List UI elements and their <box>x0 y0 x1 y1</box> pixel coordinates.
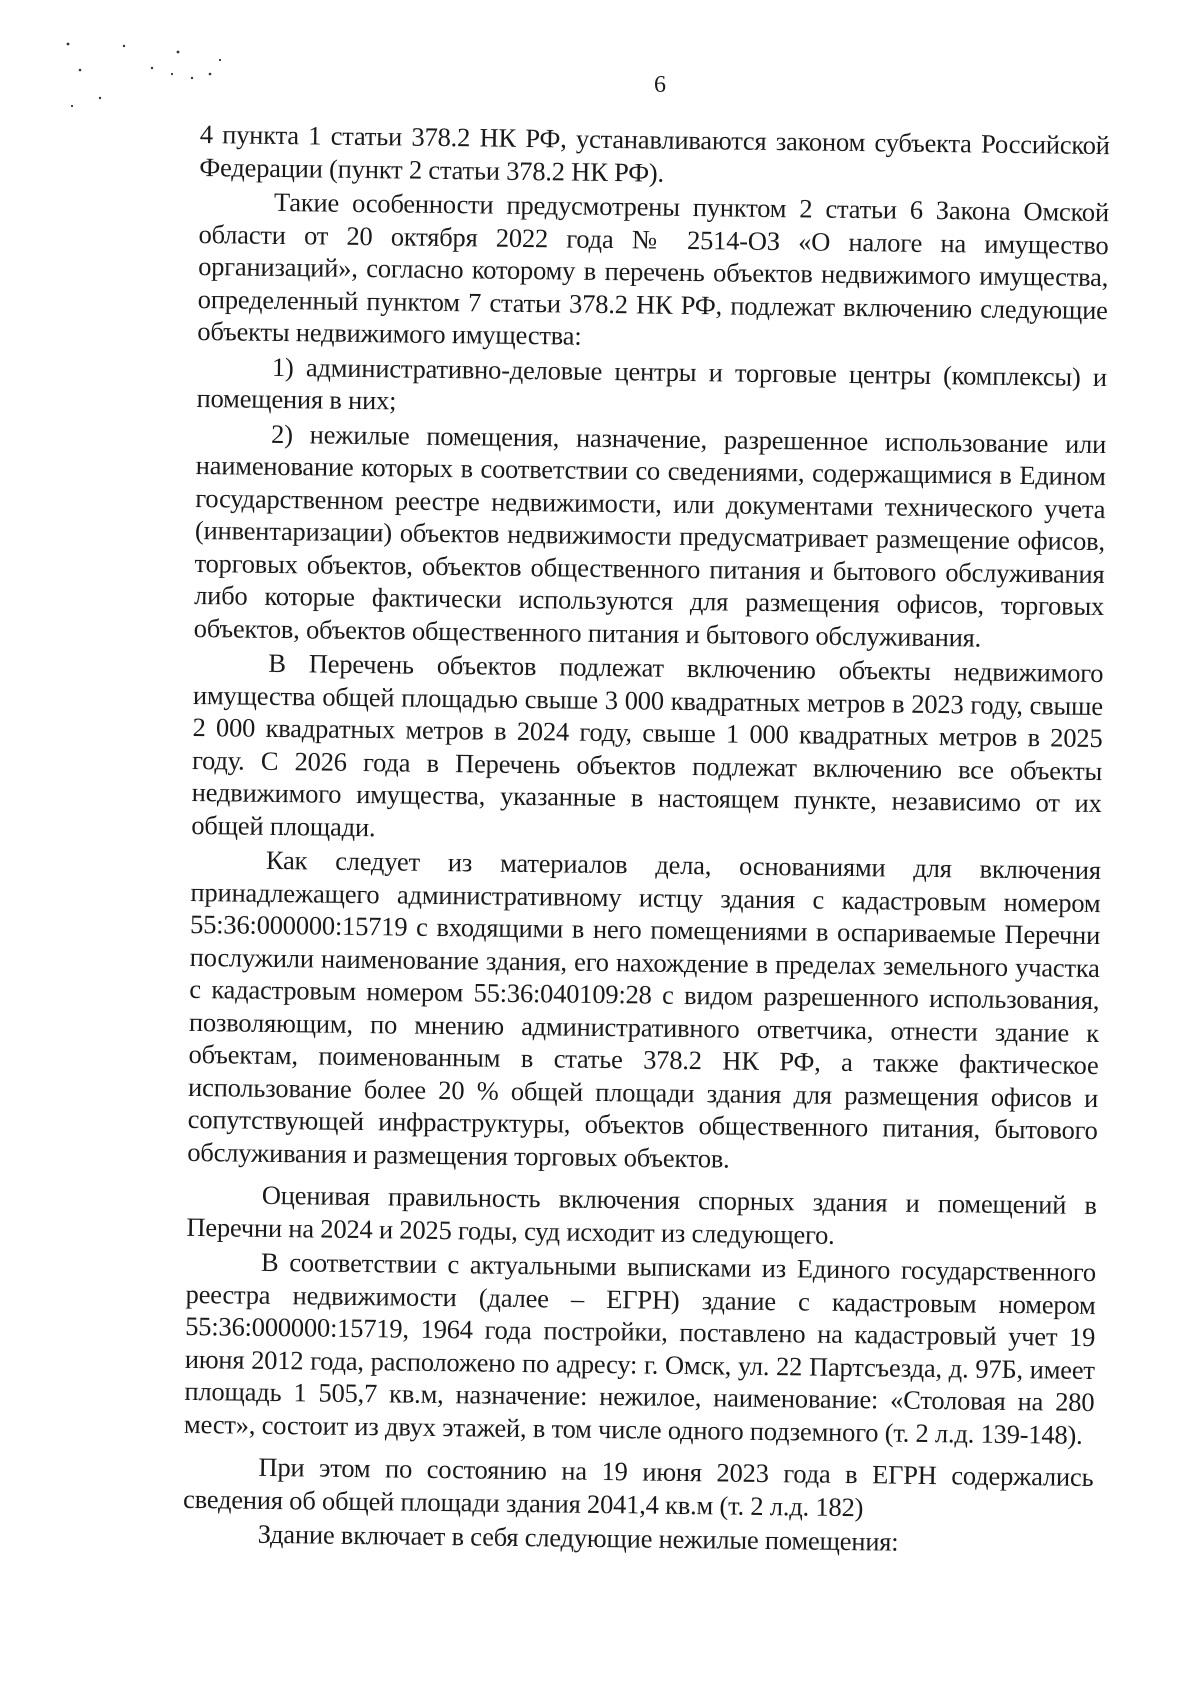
paragraph-5: В Перечень объектов подлежат включению объекты недвижимого имущества общей площадью свыше 3 000 квадратных метров в 2023 году, свыше 2 000 квадратных метров в 2024 году, свыше 1 000 квадратных метров в 2025 году. С 2026 года в Перечень объектов подлежат включению все объекты недвижимого имущества, указанные в настоящем пункте, независимо от их общей площади. <box>191 647 1104 842</box>
paragraph-2: Такие особенности предусмотрены пунктом 2 статьи 6 Закона Омской области от 20 октября 2022 года № 2514-ОЗ «О налоге на имущество организаций», согласно которому в перечень объектов недвижимого имущества, определенный пунктом 7 статьи 378.2 НК РФ, подлежат включению следующие объекты недвижимого имущества: <box>197 186 1110 351</box>
page-number: 6 <box>654 72 666 98</box>
paragraph-1: 4 пункта 1 статьи 378.2 НК РФ, устанавливаются законом субъекта Российской Федерации (пункт 2 статьи 378.2 НК РФ). <box>199 118 1110 188</box>
paragraph-7: Оценивая правильность включения спорных здания и помещений в Перечни на 2024 и 2025 годы, суд исходит из следующего. <box>186 1179 1097 1250</box>
paragraph-9: При этом по состоянию на 19 июня 2023 года в ЕГРН содержались сведения об общей площади здания 2041,4 кв.м (т. 2 л.д. 182) <box>182 1451 1094 1522</box>
document-body <box>182 118 1109 1563</box>
paragraph-8: В соответствии с актуальными выписками из Единого государственного реестра недвижимости (далее – ЕГРН) здание с кадастровым номером 55:36:000000:15719, 1964 года постройки, поставлено на кадастровый учет 19 июня 2012 года, расположено по адресу: г. Омск, ул. 22 Партсъезда, д. 97Б, имеет площадь 1 505,7 кв.м, назначение: нежилое, наименование: «Столовая на 280 мест», состоит из двух этажей, в том числе одного подземного (т. 2 л.д. 139-148). <box>183 1246 1097 1450</box>
paragraph-6: Как следует из материалов дела, основаниями для включения принадлежащего административному истцу здания с кадастровым номером 55:36:000000:15719 с входящими в него помещениями в оспариваемые Перечни послужили наименование здания, его нахождение в пределах земельного участка с кадастровым номером 55:36:040109:28 с видом разрешенного использования, позволяющим, по мнению административного ответчика, отнести здание к объектам, поименованным в статье 378.2 НК РФ, а также фактическое использование более 20 % общей площади здания для размещения офисов и сопутствующей инфраструктуры, объектов общественного питания, бытового обслуживания и размещения торговых объектов. <box>187 844 1102 1174</box>
paragraph-4: 2) нежилые помещения, назначение, разрешенное использование или наименование которых в соответствии со сведениями, содержащимися в Едином государственном реестре недвижимости, или документами технического учета (инвентаризации) объектов недвижимости предусматривает размещение офисов, торговых объектов, объектов общественного питания и бытового обслуживания либо которые фактически используются для размещения офисов, торговых объектов, объектов общественного питания и бытового обслуживания. <box>193 418 1107 653</box>
paragraph-3: 1) административно-деловые центры и торговые центры (комплексы) и помещения в них; <box>196 351 1108 416</box>
paragraph-10: Здание включает в себя следующие нежилые помещения: <box>257 1518 899 1557</box>
